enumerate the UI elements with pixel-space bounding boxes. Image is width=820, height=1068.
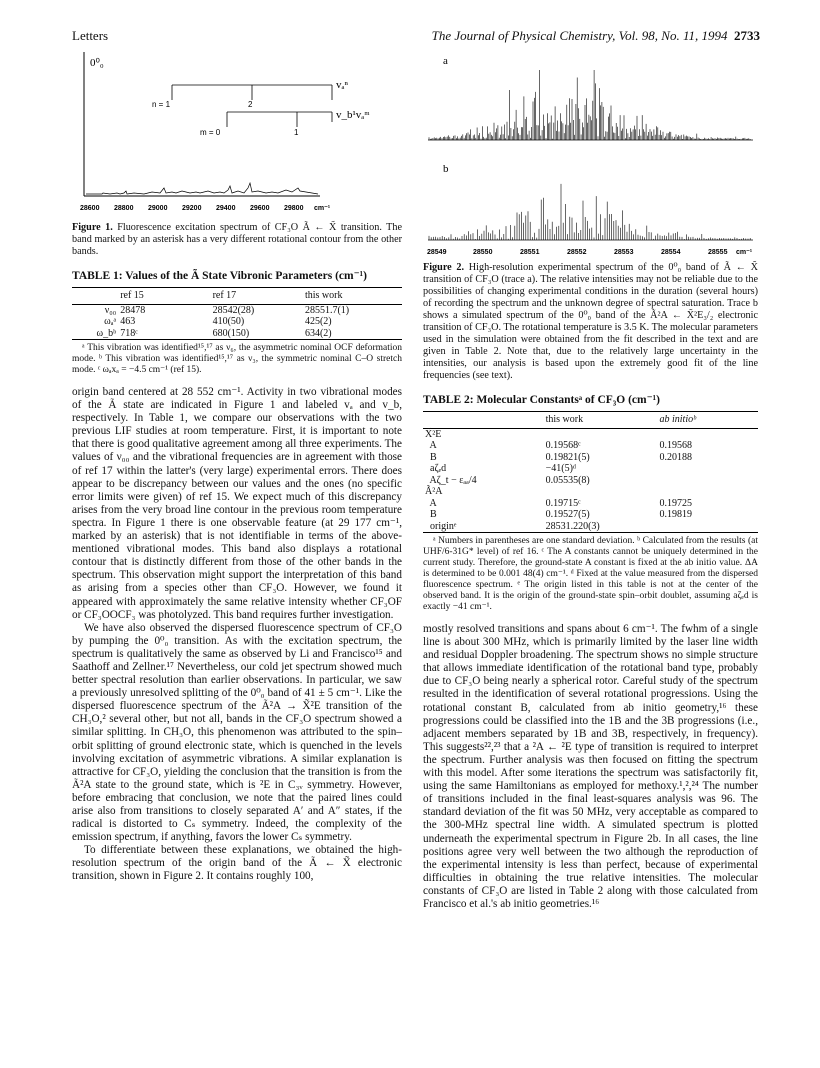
figure1-caption-text: Fluorescence excitation spectrum of CF₃O Ã ← X̃ transition. The band marked by an asterisk has a very different rotational contour from the other bands. bbox=[72, 222, 402, 257]
fig2-x-tick: 28554 bbox=[661, 249, 681, 256]
table2-cell: A bbox=[425, 440, 437, 451]
table1-cell: 28478 bbox=[120, 304, 146, 316]
table2-cell bbox=[657, 486, 758, 498]
fig1-x-unit: cm⁻¹ bbox=[314, 205, 331, 212]
paragraph: We have also observed the dispersed fluorescence spectrum of CF₃O by pumping the 0⁰₀ transition. As with the excitation spectrum, the spectrum is qualitatively the same as observed by Li and Francisco¹⁵ and Saathoff and Zellner.¹⁷ Nevertheless, our cold jet spectrum showed much better spectral resolution than earlier observations. In particular, we saw a previously unresolved splitting of the 0⁰₀ band of 41 ± 5 cm⁻¹. Like the dispersed fluorescence spectrum of the Ã²A → X̃²E transition of the CH₃O,² several other, but not all, bands in the CF₃O spectrum showed a similar splitting. In CH₃O, this phenomenon was attributed to the spin–orbit splitting of ground electronic state, which is quenched in the levels involving excitation of asymmetric vibrations. A similar explanation is attractive for CF₃O, yielding the conclusion that the transition is from the Ã²A state to the ground state, which is ²E in C₃ᵥ symmetry. However, before embracing that conclusion, we note that the paired lines could arise also from transitions to closely separated A′ and A″ states, if the radical is distorted to Cₛ symmetry. Indeed, the complexity of the emission spectrum, if anything, favors the lower Cₛ symmetry. bbox=[72, 621, 402, 844]
table1-cell: ωₐᵃ bbox=[104, 316, 117, 327]
table-row bbox=[423, 475, 758, 487]
journal-citation bbox=[432, 28, 760, 44]
fig1-vbva-label: v_b¹vₐᵐ bbox=[336, 109, 370, 121]
table2-cell: originᵉ bbox=[423, 521, 544, 533]
table-row bbox=[72, 304, 402, 316]
table2-cell: 0.05535(8) bbox=[545, 474, 590, 486]
fig1-m-label: m = 0 bbox=[200, 128, 221, 137]
table2-cell: 0.19527(5) bbox=[545, 509, 590, 520]
fig1-n-label: 2 bbox=[248, 100, 253, 109]
table1-cell: 410(50) bbox=[212, 316, 245, 327]
table1-cell: 634(2) bbox=[303, 328, 402, 340]
right-body-text bbox=[423, 623, 758, 911]
fig2-x-tick: 28551 bbox=[520, 249, 540, 256]
table2-cell bbox=[544, 486, 658, 498]
table-row bbox=[72, 316, 402, 328]
table-row bbox=[423, 521, 758, 533]
left-column bbox=[72, 50, 402, 884]
fig1-x-ticks bbox=[80, 205, 331, 212]
table1-footnote: ᵃ This vibration was identified¹⁵,¹⁷ as ν₆, the asymmetric nominal OCF deformation mode. ᵇ This vibration was identified¹⁵,¹⁷ as ν₃, the symmetric nominal C–O stretch mode. ᶜ ωₐxₐ = −4.5 cm⁻¹ (ref 15). bbox=[72, 343, 402, 375]
table1-cell: 28551.7(1) bbox=[304, 304, 350, 316]
figure2-caption-label: Figure 2. bbox=[423, 262, 465, 273]
table2-body bbox=[423, 428, 758, 533]
table1-cell: ω_bᵇ bbox=[72, 328, 118, 340]
table2-cell bbox=[544, 428, 658, 440]
fig2-trace-a-label: a bbox=[443, 55, 448, 67]
table2-cell: X̃²E bbox=[425, 428, 442, 440]
figure1-caption bbox=[72, 222, 402, 258]
table2-cell: 0.19715ᶜ bbox=[545, 497, 581, 509]
fig1-band-label: 0⁰₀ bbox=[90, 57, 104, 69]
fig1-x-tick: 28800 bbox=[114, 205, 134, 212]
table-row bbox=[423, 428, 758, 440]
table1-cell: ν₀₀ bbox=[104, 304, 117, 316]
table-row bbox=[423, 498, 758, 510]
figure2-caption bbox=[423, 262, 758, 382]
table2-footnote: ᵃ Numbers in parentheses are one standard deviation. ᵇ Calculated from the results (at UHF/6-31G* level) of ref 16. ᶜ The A constants cannot be uniquely determined in the current study. Therefore, the ground-state A constant is fixed at the ab initio value. ΔA is determined to be 0.001 48(4) cm⁻¹. ᵈ Fixed at the value measured from the dispersed fluorescence spectrum. ᵉ The origin listed in this table is not at the center of the observed band. It is the origin of the ground-state spin–orbit doublet, assuming aζₑd is exactly −41 cm⁻¹. bbox=[423, 536, 758, 612]
table2-cell: 0.19725 bbox=[659, 497, 692, 509]
fig2-trace-b bbox=[429, 184, 750, 240]
fig1-n-label: n = 1 bbox=[152, 100, 171, 109]
table2-cell: 0.19568 bbox=[659, 440, 692, 451]
table1-cell: 680(150) bbox=[211, 328, 303, 340]
page-number: 2733 bbox=[734, 28, 760, 43]
table-row bbox=[423, 486, 758, 498]
table2 bbox=[423, 411, 758, 533]
right-column bbox=[423, 50, 758, 911]
journal-name: The Journal of Physical Chemistry, Vol. 98, No. 11, 1994 bbox=[431, 28, 728, 43]
table2-cell: B bbox=[425, 509, 437, 520]
table1-header: ref 17 bbox=[211, 288, 303, 305]
table2-cell: Aζ_t − εₐₐ/4 bbox=[425, 474, 477, 486]
table2-title: TABLE 2: Molecular Constantsᵃ of CF₃O (cm⁻¹) bbox=[423, 394, 660, 406]
left-body-text bbox=[72, 386, 402, 884]
table2-cell: 28531.220(3) bbox=[544, 521, 658, 533]
table-row bbox=[423, 463, 758, 475]
table1-header: ref 15 bbox=[118, 288, 210, 305]
table2-header: this work bbox=[544, 412, 658, 429]
fig2-x-tick: 28555 bbox=[708, 249, 728, 256]
fig1-x-tick: 29400 bbox=[216, 205, 236, 212]
table1-cell: 425(2) bbox=[304, 316, 332, 327]
table1-cell: 463 bbox=[120, 316, 136, 327]
table2-cell: 0.19568ᶜ bbox=[545, 440, 581, 451]
table-row bbox=[423, 509, 758, 521]
figure2-plot bbox=[423, 50, 758, 260]
fig1-x-tick: 28600 bbox=[80, 205, 100, 212]
fig2-trace-b-label: b bbox=[443, 163, 449, 175]
fig1-m-label: 1 bbox=[294, 128, 299, 137]
table2-cell: 0.20188 bbox=[659, 451, 692, 463]
fig2-x-tick: 28553 bbox=[614, 249, 634, 256]
fig1-spectrum-trace bbox=[86, 183, 318, 194]
fig1-x-tick: 29800 bbox=[284, 205, 304, 212]
table2-cell: −41(5)ᵈ bbox=[545, 463, 577, 474]
table2-cell bbox=[657, 463, 758, 475]
table1-cell: 28542(28) bbox=[212, 304, 255, 316]
fig2-x-unit: cm⁻¹ bbox=[736, 249, 753, 256]
table2-header bbox=[423, 412, 544, 429]
table1 bbox=[72, 287, 402, 340]
table2-cell bbox=[657, 475, 758, 487]
table2-cell: aζₑd bbox=[425, 463, 447, 474]
fig1-va-label: vₐⁿ bbox=[336, 79, 348, 91]
paragraph: origin band centered at 28 552 cm⁻¹. Activity in two vibrational modes of the Ã state are indicated in Figure 1 and labeled vₐ and v_b, respectively. In Table 1, we compare our observations with the two previous LIF studies at room temperature. First, it is important to note that there is good qualitative agreement among all three experiments. The values of ν₀₀ and the vibrational frequencies are in agreement with those of ref 17 within the latter's (very large) experimental errors. There does appear to be discrepancy between our values and the ones (no specific error limits were given) of ref 15. We expect much of this discrepancy arises from the very broad line contour in the previous room temperature spectra. In Figure 1 there is one observable feature (at 29 177 cm⁻¹, marked by an asterisk) that is not identifiable in terms of the above-mentioned vibrational modes. This band also displays a rotational contour that is distinctly different from those of the other bands in the spectrum. This observation might support the interpretation of this band as arising from a species other than CF₃O. However, we found it appeared with approximately the same relative intensity whether CF₃OF or CF₃OOCF₃ was photolyzed. This band requires further investigation. bbox=[72, 386, 402, 621]
figure1-plot bbox=[72, 50, 402, 220]
table2-cell: B bbox=[425, 451, 437, 463]
fig2-x-ticks bbox=[427, 249, 753, 256]
fig2-x-tick: 28550 bbox=[473, 249, 493, 256]
running-head: Letters bbox=[72, 28, 109, 43]
table1-title: TABLE 1: Values of the Ã State Vibronic Parameters (cm⁻¹) bbox=[72, 270, 367, 282]
fig1-x-tick: 29600 bbox=[250, 205, 270, 212]
fig2-x-tick: 28552 bbox=[567, 249, 587, 256]
table2-cell: 0.19819 bbox=[659, 509, 692, 520]
fig1-x-tick: 29200 bbox=[182, 205, 202, 212]
table2-cell: 0.19821(5) bbox=[545, 451, 590, 463]
table2-cell bbox=[657, 428, 758, 440]
table1-header: this work bbox=[303, 288, 402, 305]
table-row bbox=[423, 440, 758, 452]
table-row bbox=[72, 328, 402, 340]
table2-cell: Ã²A bbox=[425, 486, 443, 497]
table2-cell bbox=[657, 521, 758, 533]
paragraph: To differentiate between these explanations, we obtained the high-resolution spectrum of the origin band of the Ã ← X̃ electronic transition, shown in Figure 2. It contains roughly 100, bbox=[72, 844, 402, 883]
fig1-x-tick: 29000 bbox=[148, 205, 168, 212]
table-row bbox=[423, 452, 758, 464]
table2-header: ab initioᵇ bbox=[657, 412, 758, 429]
fig2-x-tick: 28549 bbox=[427, 249, 447, 256]
figure2-caption-text: High-resolution experimental spectrum of the 0⁰₀ band of Ã ← X̃ transition of CF₃O (trace a). The relative intensities may not be reliable due to the possibilities of changing experimental conditions in the duration (several hours) of recording the spectrum and the unknown degree of spectral saturation. Trace b shows a simulated spectrum of the 0⁰₀ band of the Ã²A ← X̃²E₃/₂ electronic transition of CF₃O. The rotational temperature is 3.5 K. The molecular parameters used in the simulation were obtained from the fit described in the text and are given in Table 2. Note that, due to the relatively large uncertainty in the intensities, our analysis is based upon the extremely good fit of the line frequencies (see text). bbox=[423, 262, 758, 381]
table1-header bbox=[72, 288, 118, 305]
paragraph: mostly resolved transitions and spans about 6 cm⁻¹. The fwhm of a single line is about 300 MHz, which is primarily limited by the laser line width and residual Doppler broadening. The spectrum shows no simple structure that allows immediate identification of the rotational band type, probably due to CF₃O being nearly a spherical rotor. Careful study of the spectrum resulted in the identification of several rotational progressions. Using the rotational constant B, calculated from ab initio geometry,¹⁶ these progressions could be classified into the 1B and the 3B progressions (i.e., adjacent members separated by 1B and 3B, respectively, in frequency). This suggests²²,²³ that a ²A ← ²E type of transition is required to interpret the spectrum. Further analysis was then focused on fitting the spectrum with this model. After some iterations the spectrum was satisfactorily fit, using the same Hamiltonians as employed for methoxy.¹,²,²⁴ The number of transitions included in the final least-squares analysis was 96. The standard deviation of the fit was 50 MHz, very acceptable as compared to the 300-MHz spectral line width. A simulated spectrum is plotted underneath the experimental spectrum in Figure 2b. In all cases, the line positions agree very well between the two although the reproduction of the experimental intensity is less than perfect, because of experimental difficulties in obtaining the true relative intensities. The molecular constants of CF₃O are listed in Table 2 along with those calculated from Francisco et al.'s ab initio geometries.¹⁶ bbox=[423, 623, 758, 910]
table1-cell: 718ᶜ bbox=[118, 328, 210, 340]
table2-cell: A bbox=[425, 497, 437, 509]
figure1-caption-label: Figure 1. bbox=[72, 222, 113, 233]
fig2-trace-a bbox=[429, 70, 750, 140]
